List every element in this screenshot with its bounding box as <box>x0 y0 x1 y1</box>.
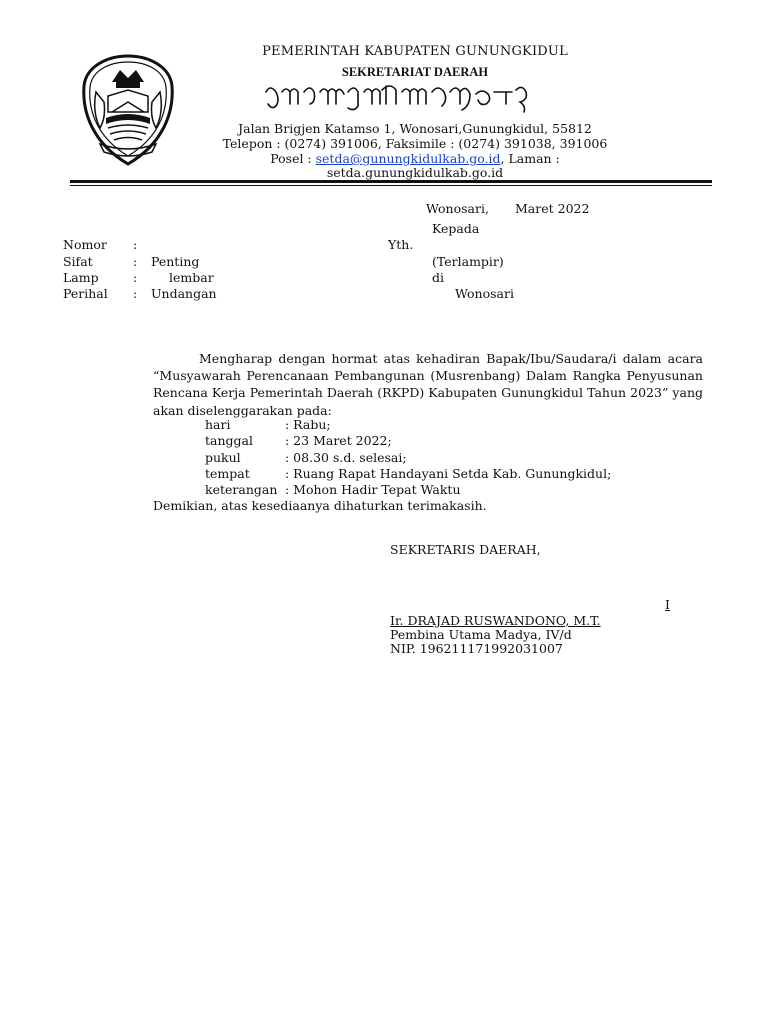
date-place: Wonosari, <box>426 201 489 216</box>
detail-value-keterangan: : Mohon Hadir Tepat Waktu <box>285 482 461 497</box>
meta-label-nomor: Nomor <box>63 237 107 252</box>
detail-value-tanggal: : 23 Maret 2022; <box>285 433 392 448</box>
addressee-kepada: Kepada <box>432 221 480 236</box>
meta-label-lamp: Lamp <box>63 270 99 285</box>
letterhead-government-name: PEMERINTAH KABUPATEN GUNUNGKIDUL <box>262 44 568 59</box>
meta-value-lamp: lembar <box>169 270 214 285</box>
meta-sep-perihal: : <box>133 286 138 301</box>
signature-name: Ir. DRAJAD RUSWANDONO, M.T. <box>390 613 601 628</box>
detail-value-tempat: : Ruang Rapat Handayani Setda Kab. Gunungkidul; <box>285 466 612 481</box>
javanese-script-text <box>262 80 532 116</box>
letterhead-address: Jalan Brigjen Katamso 1, Wonosari,Gunungkidul, 55812 <box>238 121 592 136</box>
addressee-di: di <box>432 270 444 285</box>
letterhead-phone: Telepon : (0274) 391006, Faksimile : (0274) 391038, 391006 <box>222 136 608 151</box>
body-paragraph <box>153 350 703 419</box>
detail-label-tempat: tempat <box>205 466 250 481</box>
signature-title: SEKRETARIS DAERAH, <box>390 542 541 557</box>
detail-label-keterangan: keterangan <box>205 482 278 497</box>
meta-value-perihal: Undangan <box>151 286 217 301</box>
addressee-city: Wonosari <box>455 286 514 301</box>
site-prefix: , Laman : <box>500 151 560 166</box>
addressee-terlampir: (Terlampir) <box>432 254 504 269</box>
meta-value-sifat: Penting <box>151 254 200 269</box>
meta-label-sifat: Sifat <box>63 254 93 269</box>
meta-sep-sifat: : <box>133 254 138 269</box>
email-link[interactable]: setda@gunungkidulkab.go.id <box>315 151 501 166</box>
letterhead-website: setda.gunungkidulkab.go.id <box>326 165 504 180</box>
signature-rank: Pembina Utama Madya, IV/d <box>390 627 572 642</box>
detail-value-pukul: : 08.30 s.d. selesai; <box>285 450 407 465</box>
meta-label-perihal: Perihal <box>63 286 108 301</box>
meta-sep-lamp: : <box>133 270 138 285</box>
detail-value-hari: : Rabu; <box>285 417 331 432</box>
date-value: Maret 2022 <box>515 201 590 216</box>
letterhead-rule-thin <box>70 185 712 186</box>
meta-sep-nomor: : <box>133 237 138 252</box>
body-paragraph-text: Mengharap dengan hormat atas kehadiran Bapak/Ibu/Saudara/i dalam acara “Musyawarah Perencanaan Pembangunan (Musrenbang) Dalam Rangka Penyusunan Rencana Kerja Pemerintah Daerah (RKPD) Kabupaten Gunungkidul Tahun 2023” yang akan diselenggarakan pada: <box>153 351 703 418</box>
detail-label-pukul: pukul <box>205 450 241 465</box>
detail-label-hari: hari <box>205 417 231 432</box>
signature-mark: I <box>665 597 670 612</box>
signature-nip: NIP. 196211171992031007 <box>390 641 563 656</box>
letterhead-contact-line <box>150 151 680 166</box>
letterhead-rule-thick <box>70 180 712 183</box>
closing-sentence: Demikian, atas kesediaanya dihaturkan terimakasih. <box>153 498 487 513</box>
detail-label-tanggal: tanggal <box>205 433 253 448</box>
letterhead-office-name: SEKRETARIAT DAERAH <box>341 65 489 79</box>
email-prefix: Posel : <box>270 151 316 166</box>
addressee-yth: Yth. <box>388 237 414 252</box>
